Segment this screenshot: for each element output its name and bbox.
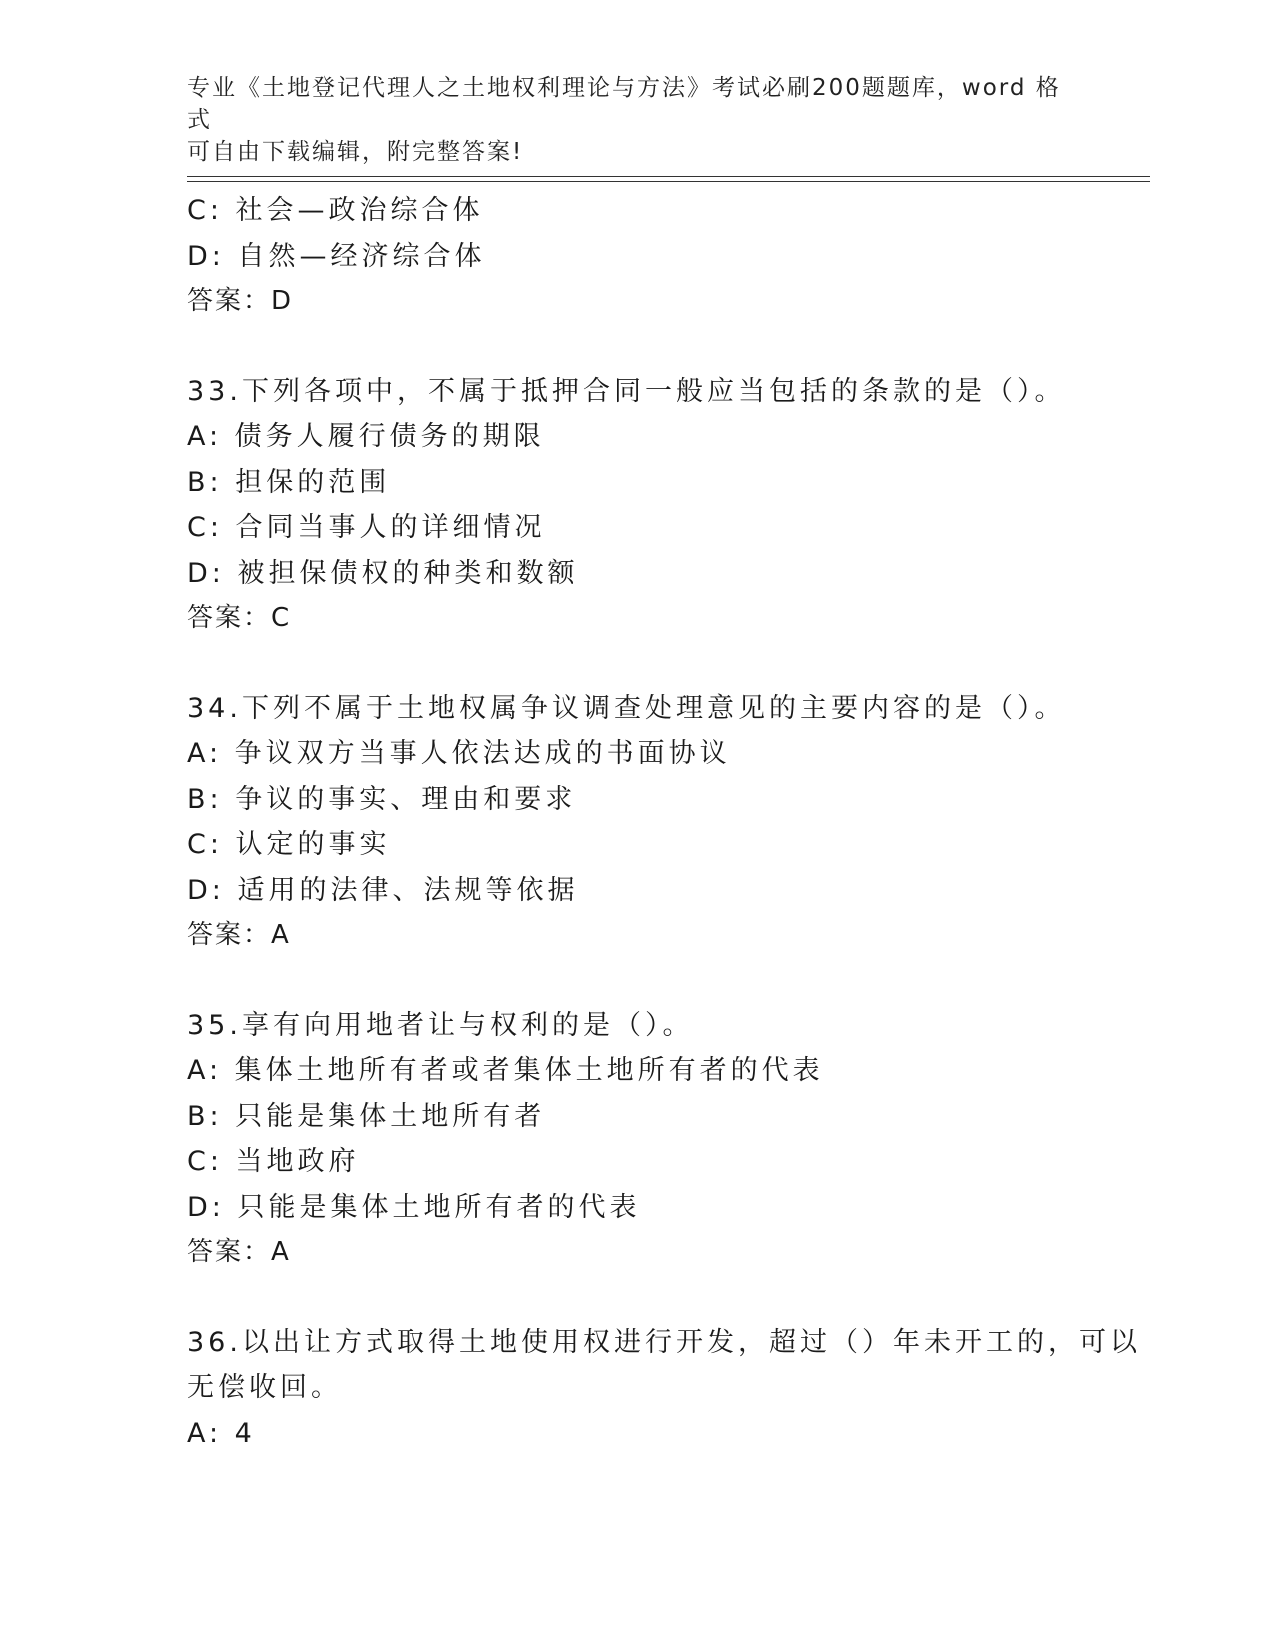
answer-label: 答案： [187, 286, 272, 316]
question-35 [187, 1003, 1087, 1276]
question-stem-line-2: 无偿收回。 [187, 1372, 342, 1403]
answer-line [187, 913, 1087, 959]
question-32-continuation [187, 188, 1087, 325]
answer-value: A [271, 1237, 290, 1267]
answer-line [187, 279, 1087, 325]
option-c: C: 当地政府 [187, 1146, 360, 1177]
option-a: A: 争议双方当事人依法达成的书面协议 [187, 738, 731, 769]
answer-value: C [271, 603, 291, 633]
option-b: B: 只能是集体土地所有者 [187, 1100, 546, 1132]
answer-label: 答案： [187, 920, 272, 950]
document-header [187, 72, 1067, 168]
question-36 [187, 1320, 1141, 1457]
option-d: D: 自然—经济综合体 [187, 240, 486, 272]
answer-label: 答案： [187, 1237, 272, 1267]
option-a: A: 债务人履行债务的期限 [187, 421, 545, 452]
option-c: C: 认定的事实 [187, 829, 391, 860]
option-c: C: 社会—政治综合体 [187, 195, 484, 226]
option-d: D: 被担保债权的种类和数额 [187, 557, 579, 589]
question-stem: 33.下列各项中，不属于抵押合同一般应当包括的条款的是（）。 [187, 375, 1066, 407]
option-c: C: 合同当事人的详细情况 [187, 512, 546, 543]
question-list [187, 188, 1141, 1456]
answer-line [187, 1230, 1087, 1276]
option-b: B: 争议的事实、理由和要求 [187, 783, 577, 815]
header-title-line-2: 可自由下载编辑，附完整答案! [187, 139, 524, 165]
option-a: A: 4 [187, 1417, 256, 1449]
header-divider-bottom [187, 181, 1150, 182]
option-d: D: 适用的法律、法规等依据 [187, 874, 579, 906]
question-stem: 35.享有向用地者让与权利的是（）。 [187, 1009, 694, 1041]
answer-line [187, 596, 1087, 642]
header-divider-top [187, 176, 1150, 177]
header-title-line-1: 专业《土地登记代理人之土地权利理论与方法》考试必刷200题题库，word 格式 [187, 75, 1061, 133]
answer-value: D [271, 286, 293, 316]
option-d: D: 只能是集体土地所有者的代表 [187, 1191, 641, 1223]
answer-value: A [271, 920, 290, 950]
question-33 [187, 369, 1087, 642]
option-b: B: 担保的范围 [187, 466, 391, 498]
question-stem: 34.下列不属于土地权属争议调查处理意见的主要内容的是（）。 [187, 692, 1066, 724]
answer-label: 答案： [187, 603, 272, 633]
question-stem-line-1: 36.以出让方式取得土地使用权进行开发，超过（）年未开工的，可以 [187, 1326, 1141, 1358]
option-a: A: 集体土地所有者或者集体土地所有者的代表 [187, 1055, 824, 1086]
question-34 [187, 686, 1087, 959]
